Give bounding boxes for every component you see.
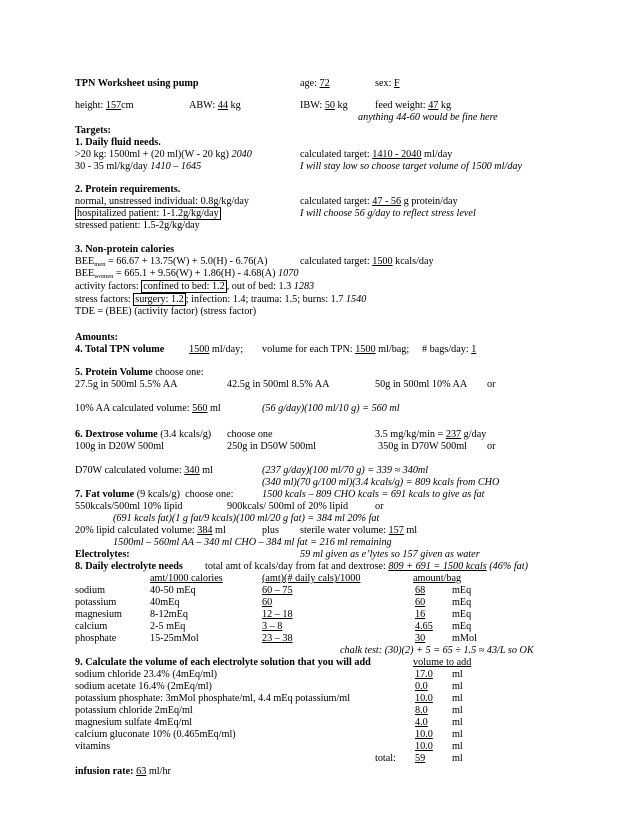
protein-calculated-volume: 10% AA calculated volume: 560 ml [75,403,221,414]
fat-option-1: 550kcals/500ml 10% lipid [75,501,183,512]
fat-heading: 7. Fat volume (9 kcals/g) choose one: [75,489,234,500]
fat-work-1: 1500 kcals – 809 CHO kcals = 691 kcals to give as fat [262,489,485,500]
electrolyte-needs-heading: 8. Daily electrolyte needs [75,561,183,572]
solution-unit: ml [452,681,463,692]
protein-calculated-target: calculated target: 47 - 56 g protein/day [300,196,458,207]
solution-unit: ml [452,693,463,704]
infusion-rate: infusion rate: 63 ml/hr [75,766,171,777]
col-header-volume: volume to add [413,657,472,668]
height-field: height: 157cm [75,100,134,111]
tde-formula: TDE = (BEE) (activity factor) (stress factor) [75,306,257,317]
solution-name: magnesium sulfate 4mEq/ml [75,717,193,728]
solution-volume: 10.0 [415,741,433,752]
targets-heading: Targets: [75,125,111,136]
electrolyte-unit: mEq [452,621,472,632]
electrolyte-daily: 60 [262,597,273,608]
dextrose-work-2: (340 ml)(70 g/100 ml)(3.4 kcals/g) = 809 kcals from CHO [262,477,500,488]
electrolyte-bag: 60 [415,597,426,608]
calories-heading: 3. Non-protein calories [75,244,175,255]
solution-unit: ml [452,741,463,752]
total-tpn-heading: 4. Total TPN volume [75,344,165,355]
bee-women: $BEE_{women} = 665.1 + 9.56(W) + 1.86(H) - 4.68(A)$ 1070 [75,268,299,280]
solution-name: sodium chloride 23.4% (4mEq/ml) [75,669,218,680]
electrolyte-unit: mEq [452,585,472,596]
electrolyte-range: 40-50 mEq [150,585,196,596]
electrolyte-range: 8-12mEq [150,609,188,620]
total-volume: 59 [415,753,426,764]
solution-volume: 10.0 [415,693,433,704]
total-tpn-volume: 1500 ml/day; [189,344,244,355]
protein-stressed: stressed patient: 1.5-2g/kg/day [75,220,200,231]
electrolyte-bag: 68 [415,585,426,596]
col-header-bag: amount/bag [413,573,462,584]
solution-unit: ml [452,705,463,716]
electrolyte-name: calcium [75,621,108,632]
dextrose-choose: choose one [227,429,273,440]
solution-volume: 10.0 [415,729,433,740]
solution-name: vitamins [75,741,111,752]
electrolytes-note: 59 ml given as e’lytes so 157 given as water [300,549,480,560]
protein-normal: normal, unstressed individual: 0.8g/kg/day [75,196,250,207]
stress-factors: stress factors: surgery: 1.2 ; infection: 1.4; trauma: 1.5; burns: 1.7 1540 [75,294,367,305]
electrolyte-unit: mMol [452,633,477,644]
fat-work-2: (691 kcals fat)(1 g fat/9 kcals)(100 ml/20 g fat) = 384 ml 20% fat [113,513,380,524]
solution-volume: 4.0 [415,717,428,728]
solution-volume: 17.0 [415,669,433,680]
volume-per-bag: volume for each TPN: 1500 ml/bag; [262,344,410,355]
protein-option-2: 42.5g in 500ml 8.5% AA [227,379,330,390]
electrolyte-range: 2-5 mEq [150,621,186,632]
fluid-formula-1: >20 kg: 1500ml + (20 ml)(W - 20 kg) 2040 [75,149,252,160]
dextrose-rate: 3.5 mg/kg/min = 237 g/day [375,429,487,440]
total-label: total: [375,753,396,764]
dextrose-work-1: (237 g/day)(100 ml/70 g) = 339 ≈ 340ml [262,465,429,476]
dextrose-option-3: 350g in D70W 500ml [378,441,467,452]
solution-volume: 8.0 [415,705,428,716]
electrolyte-unit: mEq [452,609,472,620]
protein-heading: 2. Protein requirements. [75,184,181,195]
electrolyte-range: 40mEq [150,597,180,608]
solution-name: potassium chloride 2mEq/ml [75,705,193,716]
electrolyte-unit: mEq [452,597,472,608]
fat-or: or [375,501,384,512]
activity-factors: activity factors: confined to bed: 1.2 , out of bed: 1.3 1283 [75,281,315,292]
dextrose-option-2: 250g in D50W 500ml [227,441,316,452]
fluid-note: I will stay low so choose target volume of 1500 ml/day [300,161,523,172]
electrolyte-daily: 23 – 38 [262,633,293,644]
age-field: age: 72 [300,78,330,89]
dextrose-or: or [487,441,496,452]
protein-volume-heading: 5. Protein Volume choose one: [75,367,204,378]
abw-field: ABW: 44 kg [189,100,241,111]
protein-option-3: 50g in 500ml 10% AA [375,379,468,390]
fat-option-2: 900kcals/ 500ml of 20% lipid [227,501,349,512]
dextrose-option-1: 100g in D20W 500ml [75,441,164,452]
col-header-daily: (amt)(# daily cals)/1000 [262,573,361,584]
electrolyte-name: magnesium [75,609,122,620]
bee-men: $BEE_{men} = 66.67 + 13.75(W) + 5.0(H) - 6.76(A)$ [75,256,268,268]
sterile-water-volume: sterile water volume: 157 ml [300,525,418,536]
fat-plus: plus [262,525,279,536]
electrolyte-daily: 60 – 75 [262,585,293,596]
fluid-heading: 1. Daily fluid needs. [75,137,161,148]
worksheet-title: TPN Worksheet using pump [75,78,199,89]
total-unit: ml [452,753,463,764]
fat-work-3: 1500ml – 560ml AA – 340 ml CHO – 384 ml fat = 216 ml remaining [113,537,392,548]
solution-unit: ml [452,729,463,740]
chalk-test: chalk test: (30)(2) + 5 = 65 ÷ 1.5 ≈ 43/L so OK [340,645,534,656]
lipid-calculated-volume: 20% lipid calculated volume: 384 ml [75,525,226,536]
protein-option-1: 27.5g in 500ml 5.5% AA [75,379,178,390]
ibw-field: IBW: 50 kg [300,100,348,111]
dextrose-calculated-volume: D70W calculated volume: 340 ml [75,465,213,476]
protein-or: or [487,379,496,390]
electrolyte-name: phosphate [75,633,117,644]
electrolyte-range: 15-25mMol [150,633,199,644]
bags-per-day: # bags/day: 1 [422,344,477,355]
protein-volume-work: (56 g/day)(100 ml/10 g) = 560 ml [262,403,400,414]
electrolyte-name: potassium [75,597,117,608]
amounts-heading: Amounts: [75,332,119,343]
col-header-needs: amt/1000 calories [150,573,223,584]
protein-hospitalized: hospitalized patient: 1-1.2g/kg/day [77,208,219,219]
electrolyte-bag: 30 [415,633,426,644]
solution-volume: 0.0 [415,681,428,692]
solution-name: calcium gluconate 10% (0.465mEq/ml) [75,729,236,740]
solutions-heading: 9. Calculate the volume of each electrolyte solution that you will add [75,657,371,668]
dextrose-heading: 6. Dextrose volume (3.4 kcals/g) [75,429,212,440]
feed-weight-field: feed weight: 47 kg [375,100,452,111]
electrolytes-heading: Electrolytes: [75,549,130,560]
solution-unit: ml [452,717,463,728]
solution-name: potassium phosphate: 3mMol phosphate/ml, 4.4 mEq potassium/ml [75,693,351,704]
protein-note: I will choose 56 g/day to reflect stress level [300,208,476,219]
fluid-formula-2: 30 - 35 ml/kg/day 1410 – 1645 [75,161,202,172]
calories-calculated-target: calculated target: 1500 kcals/day [300,256,434,267]
electrolyte-daily: 3 – 8 [262,621,283,632]
solution-name: sodium acetate 16.4% (2mEq/ml) [75,681,212,692]
electrolyte-bag: 16 [415,609,426,620]
kcals-from-fat-dextrose: total amt of kcals/day from fat and dextrose: 809 + 691 = 1500 kcals (46% fat) [205,561,528,572]
electrolyte-bag: 4.65 [415,621,433,632]
sex-field: sex: F [375,78,400,89]
feed-note: anything 44-60 would be fine here [358,112,498,123]
fluid-calculated-target: calculated target: 1410 - 2040 ml/day [300,149,453,160]
solution-unit: ml [452,669,463,680]
electrolyte-daily: 12 – 18 [262,609,293,620]
electrolyte-name: sodium [75,585,106,596]
